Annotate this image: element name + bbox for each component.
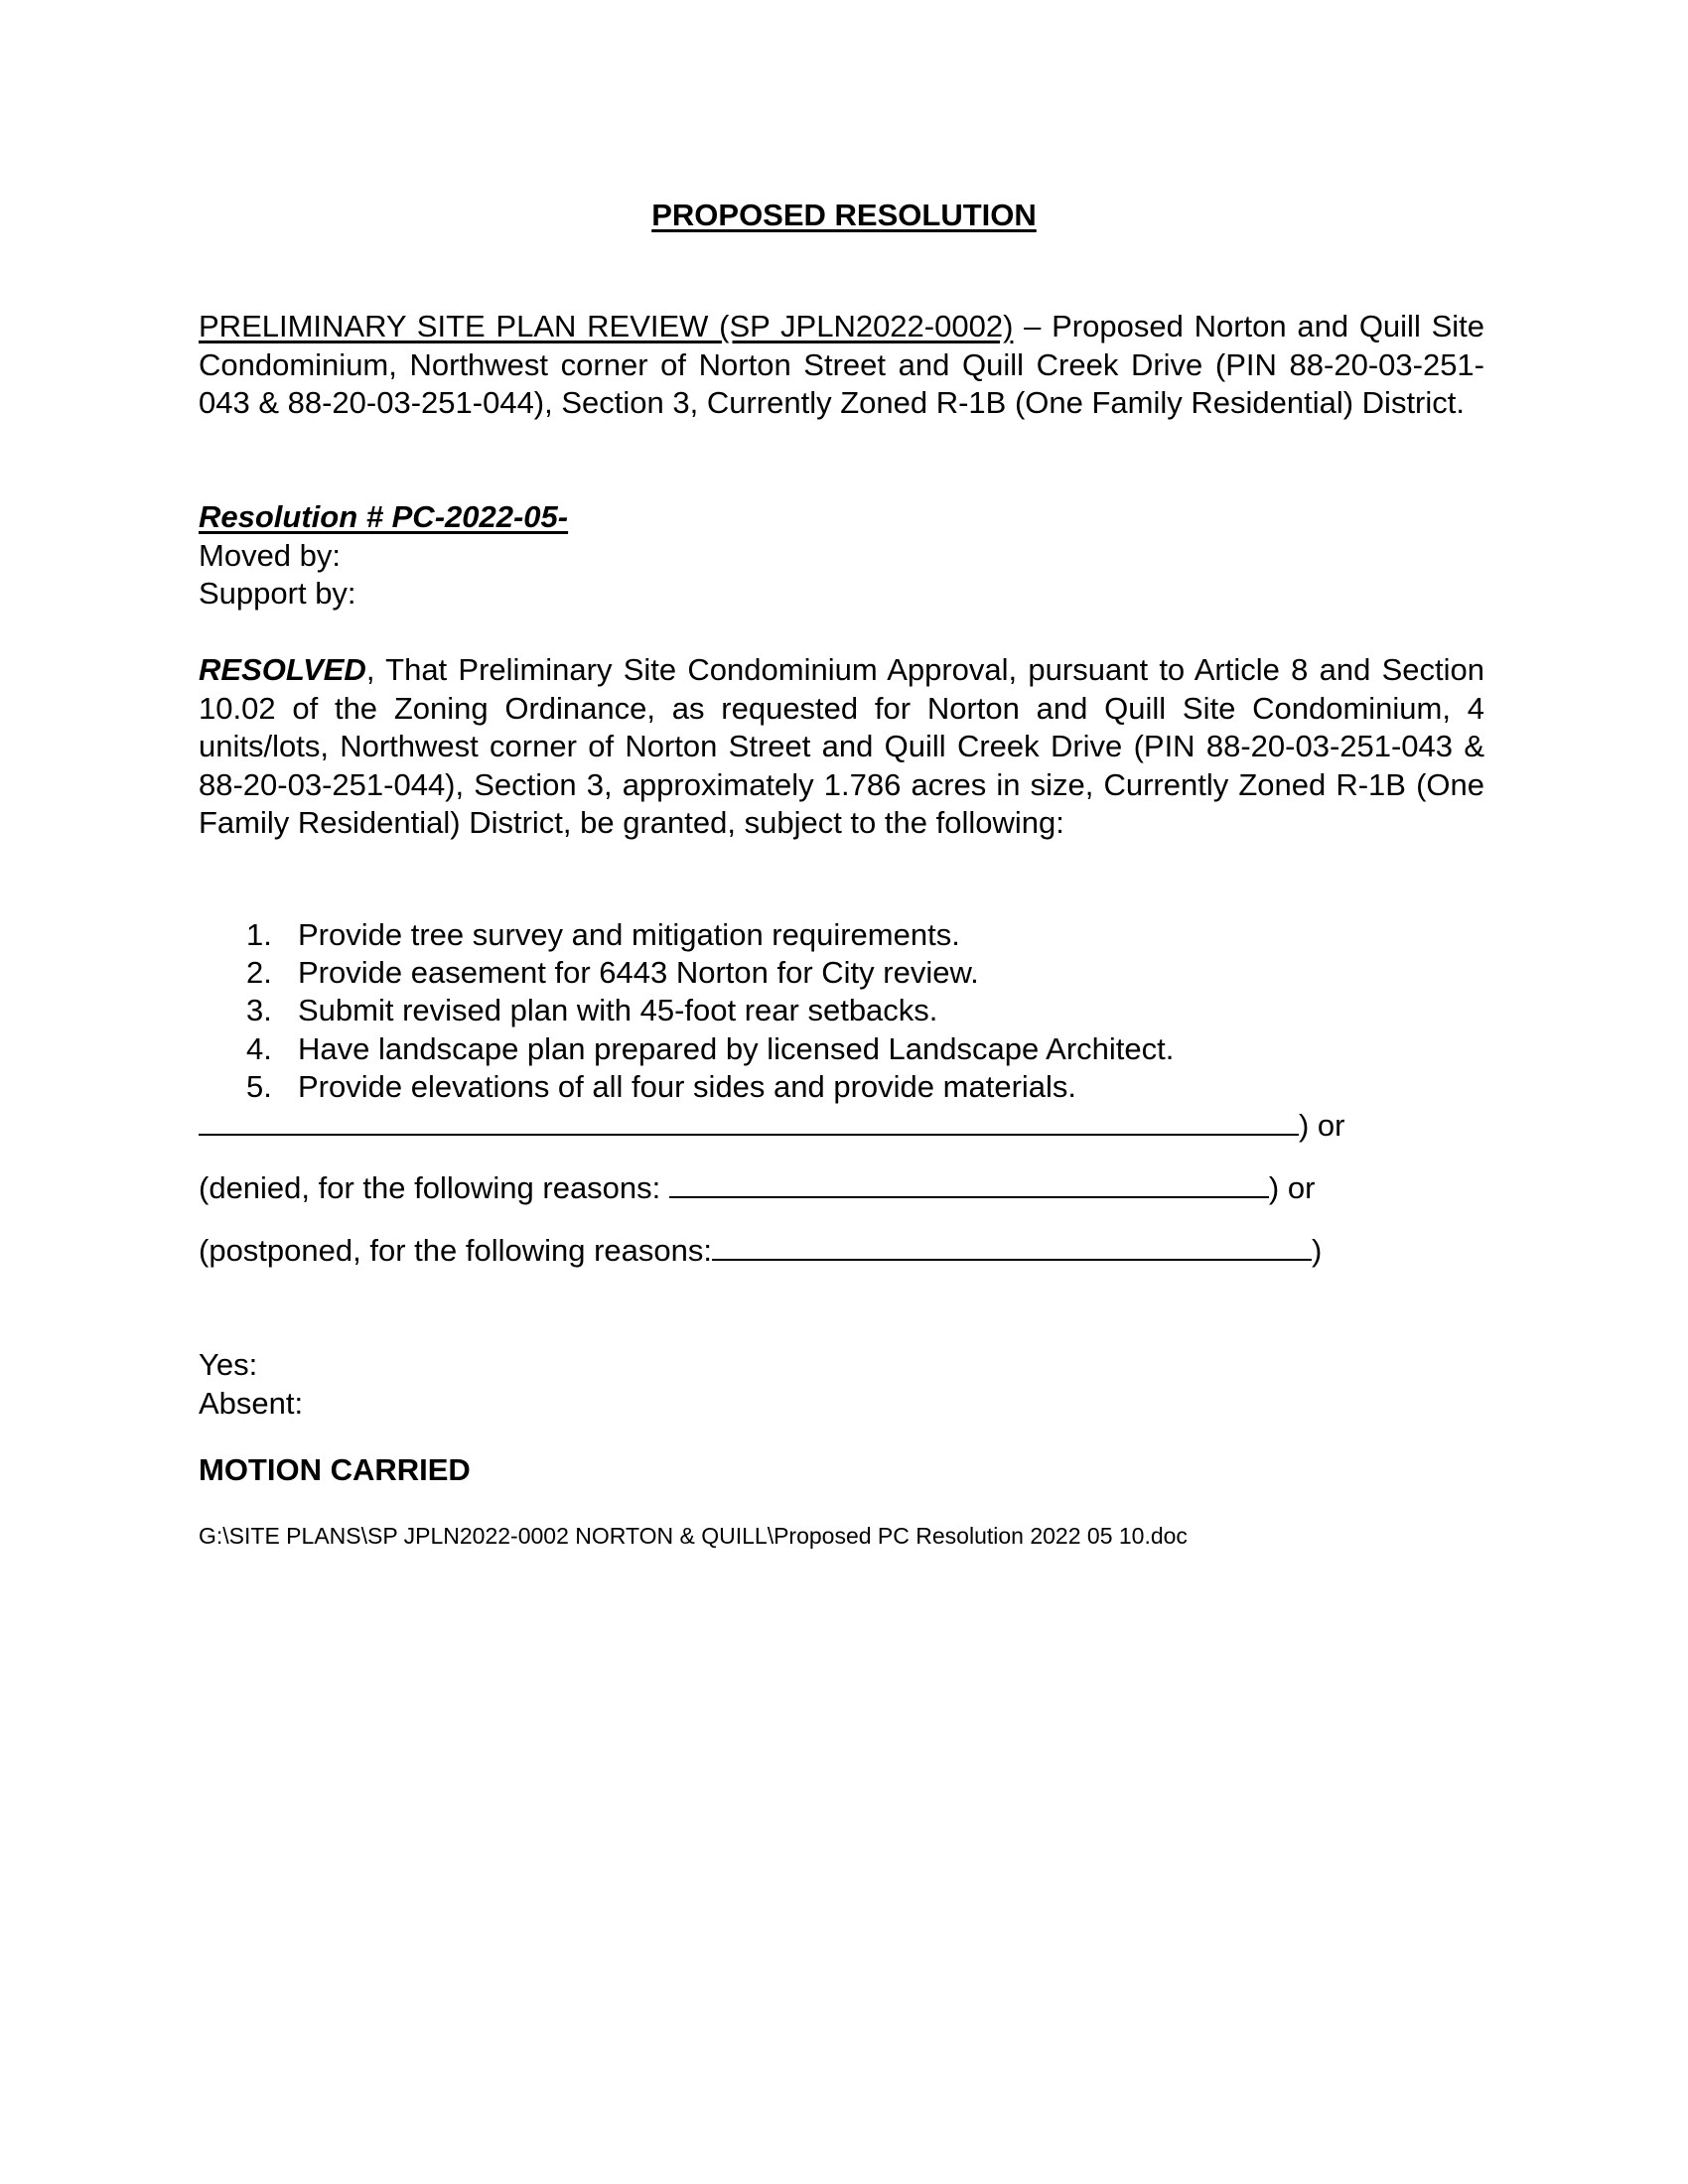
denied-suffix: ) or: [1268, 1170, 1316, 1205]
support-by-label: Support by:: [199, 576, 356, 611]
resolved-text: , That Preliminary Site Condominium Approval, pursuant to Article 8 and Section 10.02 of the Zoning Ordinance, as requested for Norton and Quill Site Condominium, 4 units/lots, Northwest corner of Norton Street and Quill Creek Drive (PIN 88-20-03-251-043 & 88-20-03-251-044), Section 3, approximately 1.786 acres in size, Currently Zoned R-1B (One Family Residential) District, be granted, subject to the following:: [199, 652, 1484, 840]
postponed-blank-line: [712, 1231, 1312, 1261]
yes-label: Yes:: [199, 1347, 258, 1382]
resolution-number: Resolution # PC-2022-05-: [199, 499, 569, 534]
resolution-block: [199, 498, 1484, 614]
postponed-label: (postponed, for the following reasons:: [199, 1233, 712, 1268]
approval-blank-row: [199, 1106, 1345, 1145]
vote-block: [199, 1346, 1484, 1423]
denied-row: [199, 1168, 1315, 1207]
page-title: PROPOSED RESOLUTION: [651, 198, 1037, 232]
approval-blank-suffix: ) or: [1299, 1108, 1345, 1143]
motion-carried: MOTION CARRIED: [199, 1452, 471, 1487]
review-text: – Proposed Norton and Quill Site Condominium, Northwest corner of Norton Street and Quill Creek Drive (PIN 88-20-03-251-043 & 88-20-03-251-044), Section 3, Currently Zoned R-1B (One Family Residential) District.: [199, 309, 1484, 420]
conditions-list: [199, 916, 1390, 1106]
condition-item: 5. Provide elevations of all four sides and provide materials.: [246, 1068, 1077, 1104]
approval-blank-line: [199, 1106, 1299, 1136]
condition-item: 1. Provide tree survey and mitigation requirements.: [246, 917, 960, 952]
absent-label: Absent:: [199, 1385, 304, 1421]
postponed-row: [199, 1231, 1322, 1270]
moved-by-label: Moved by:: [199, 537, 342, 573]
resolved-lead: RESOLVED: [199, 652, 366, 687]
denied-blank-line: [669, 1168, 1269, 1198]
condition-item: 3. Submit revised plan with 45-foot rear setbacks.: [246, 993, 938, 1028]
denied-label: (denied, for the following reasons:: [199, 1170, 669, 1205]
condition-item: 2. Provide easement for 6443 Norton for City review.: [246, 955, 979, 991]
review-paragraph: [199, 308, 1484, 423]
resolved-paragraph: [199, 651, 1484, 843]
condition-item: 4. Have landscape plan prepared by licensed Landscape Architect.: [246, 1030, 1175, 1066]
postponed-suffix: ): [1311, 1233, 1323, 1268]
file-path: G:\SITE PLANS\SP JPLN2022-0002 NORTON & QUILL\Proposed PC Resolution 2022 05 10.doc: [199, 1523, 1188, 1549]
review-heading: PRELIMINARY SITE PLAN REVIEW (SP JPLN2022-0002): [199, 309, 1014, 343]
